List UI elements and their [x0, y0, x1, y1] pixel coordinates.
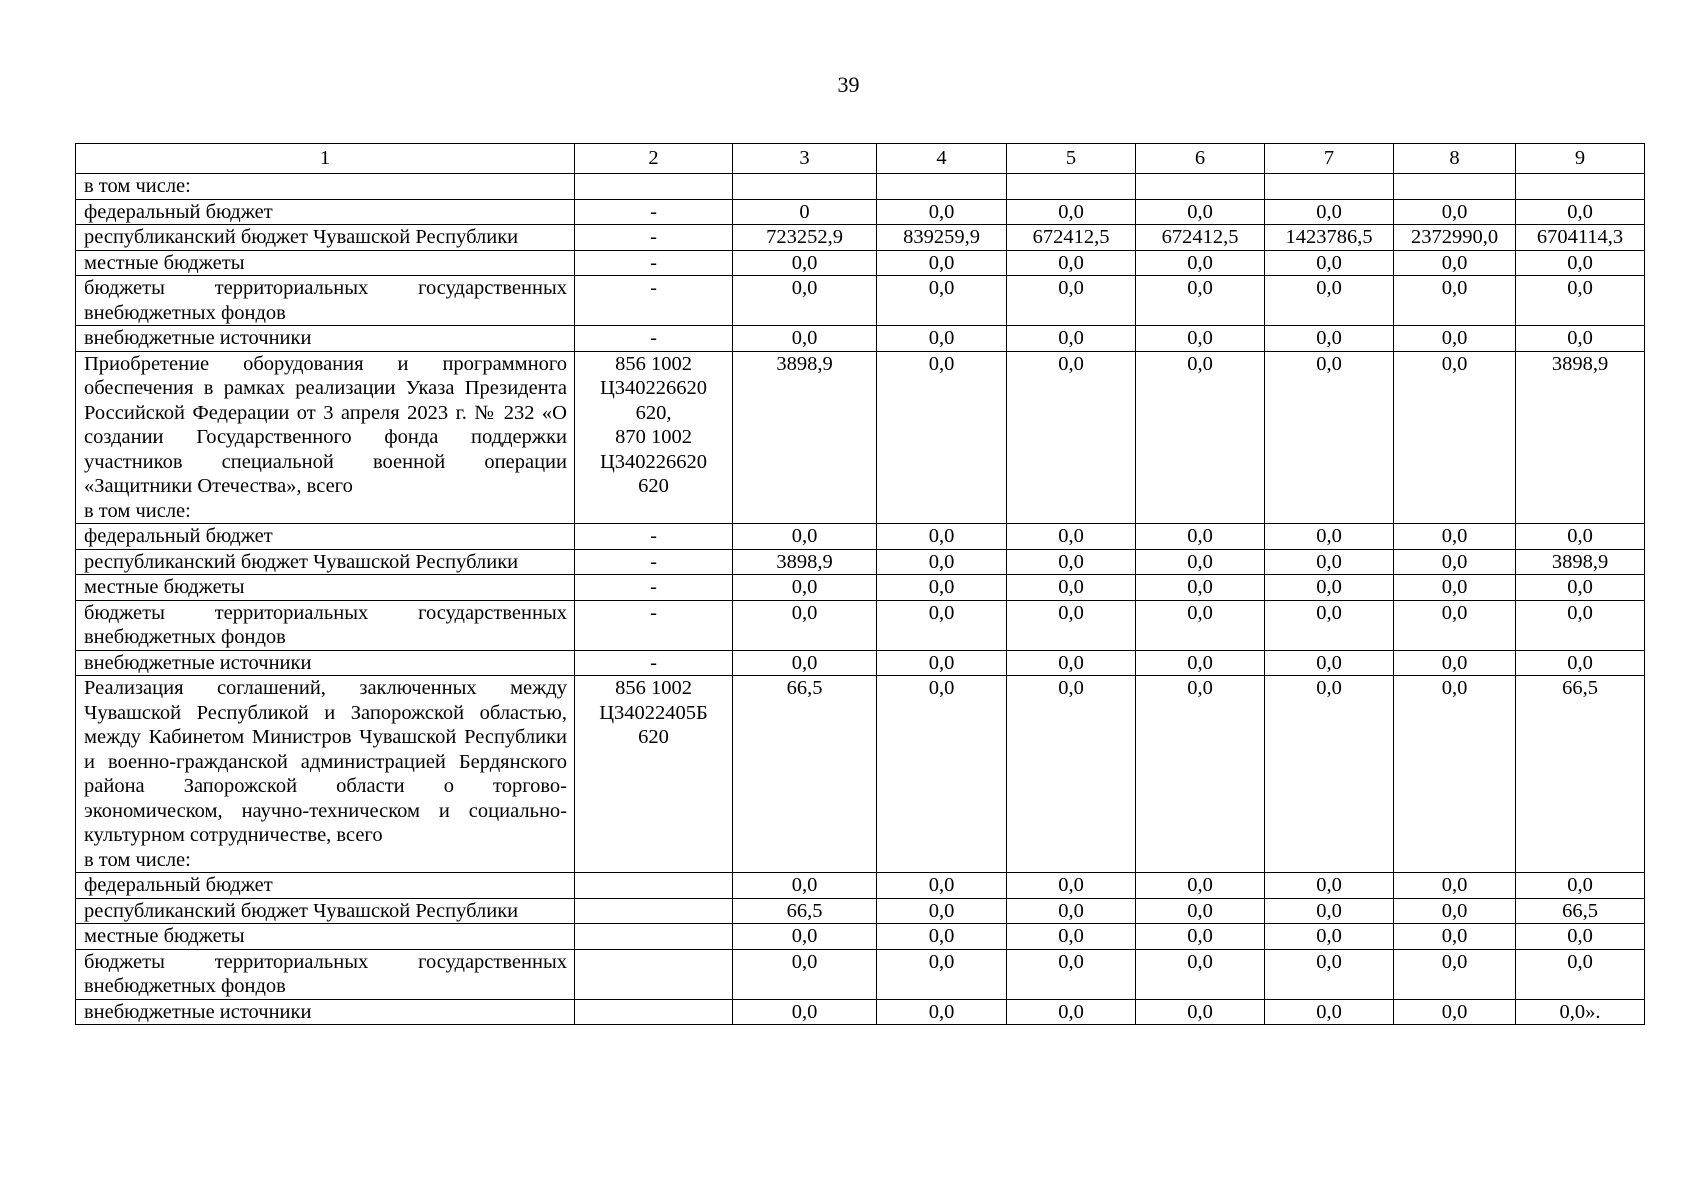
value-cell: 0,0 [1265, 199, 1394, 225]
row-name-cell: республиканский бюджет Чувашской Республики [76, 225, 575, 251]
value-cell: 0,0 [1007, 898, 1136, 924]
value-cell: 0,0 [1516, 949, 1645, 999]
value-cell: 0,0 [1007, 924, 1136, 950]
table-row [76, 199, 1645, 225]
value-cell: 0,0 [877, 250, 1007, 276]
value-cell: 0,0 [877, 276, 1007, 326]
value-cell: 0,0 [877, 549, 1007, 575]
value-cell: 0,0 [1394, 949, 1516, 999]
row-name-cell: внебюджетные источники [76, 650, 575, 676]
row-code-cell: - [575, 600, 733, 650]
row-code-cell [575, 949, 733, 999]
value-cell: 672412,5 [1007, 225, 1136, 251]
value-cell: 0,0 [877, 326, 1007, 352]
value-cell: 0,0 [1136, 199, 1265, 225]
table-row [76, 524, 1645, 550]
column-header: 2 [575, 144, 733, 174]
value-cell: 0,0 [1394, 199, 1516, 225]
value-cell: 2372990,0 [1394, 225, 1516, 251]
value-cell: 0,0 [1007, 873, 1136, 899]
value-cell: 0,0 [877, 999, 1007, 1025]
value-cell: 0,0 [1394, 524, 1516, 550]
value-cell: 0,0 [877, 898, 1007, 924]
row-code-cell: 856 1002 Ц340226620 620, 870 1002 Ц340226620 620 [575, 351, 733, 524]
value-cell: 0,0 [1007, 575, 1136, 601]
value-cell: 0,0 [877, 524, 1007, 550]
value-cell: 3898,9 [733, 351, 877, 524]
row-code-cell: - [575, 250, 733, 276]
value-cell: 3898,9 [733, 549, 877, 575]
value-cell: 0,0 [1136, 276, 1265, 326]
row-code-cell: - [575, 650, 733, 676]
value-cell: 0,0 [733, 276, 877, 326]
table-body [76, 174, 1645, 1025]
value-cell: 0,0». [1516, 999, 1645, 1025]
value-cell: 0,0 [733, 999, 877, 1025]
value-cell: 0,0 [1394, 676, 1516, 873]
column-header: 6 [1136, 144, 1265, 174]
value-cell: 0,0 [877, 873, 1007, 899]
row-code-cell [575, 999, 733, 1025]
row-code-cell: - [575, 276, 733, 326]
column-header: 4 [877, 144, 1007, 174]
value-cell: 0,0 [1394, 351, 1516, 524]
value-cell: 0,0 [733, 650, 877, 676]
value-cell: 0,0 [733, 524, 877, 550]
value-cell: 0,0 [1007, 949, 1136, 999]
value-cell: 0,0 [1394, 873, 1516, 899]
row-code-cell [575, 924, 733, 950]
budget-table [75, 143, 1645, 1025]
value-cell: 0,0 [1394, 549, 1516, 575]
value-cell: 0,0 [1007, 250, 1136, 276]
row-name-cell: местные бюджеты [76, 575, 575, 601]
row-code-cell [575, 898, 733, 924]
value-cell: 0,0 [1007, 326, 1136, 352]
value-cell [1007, 174, 1136, 200]
value-cell: 0,0 [1394, 600, 1516, 650]
value-cell: 0,0 [1516, 276, 1645, 326]
row-name-cell: республиканский бюджет Чувашской Республики [76, 898, 575, 924]
value-cell: 66,5 [1516, 898, 1645, 924]
row-code-cell: - [575, 326, 733, 352]
value-cell: 0,0 [1136, 351, 1265, 524]
value-cell: 0,0 [1265, 676, 1394, 873]
value-cell [733, 174, 877, 200]
column-header: 1 [76, 144, 575, 174]
header-row [76, 144, 1645, 174]
table-row [76, 999, 1645, 1025]
table-row [76, 650, 1645, 676]
value-cell: 66,5 [733, 676, 877, 873]
row-code-cell: - [575, 225, 733, 251]
value-cell: 0,0 [1516, 524, 1645, 550]
column-header: 8 [1394, 144, 1516, 174]
value-cell: 6704114,3 [1516, 225, 1645, 251]
value-cell: 0,0 [1394, 326, 1516, 352]
table-row [76, 549, 1645, 575]
table-row [76, 575, 1645, 601]
value-cell: 672412,5 [1136, 225, 1265, 251]
value-cell: 0,0 [1007, 524, 1136, 550]
value-cell: 0,0 [733, 326, 877, 352]
value-cell: 0,0 [1265, 326, 1394, 352]
row-name-cell: в том числе: [76, 174, 575, 200]
value-cell: 3898,9 [1516, 549, 1645, 575]
value-cell: 0,0 [877, 676, 1007, 873]
value-cell: 0,0 [1136, 873, 1265, 899]
value-cell: 0,0 [1007, 549, 1136, 575]
value-cell: 0,0 [1136, 650, 1265, 676]
value-cell: 0,0 [1516, 199, 1645, 225]
row-name-cell: федеральный бюджет [76, 199, 575, 225]
value-cell: 0,0 [1136, 999, 1265, 1025]
table-row [76, 949, 1645, 999]
value-cell: 0,0 [1007, 600, 1136, 650]
value-cell: 0,0 [733, 250, 877, 276]
value-cell: 0,0 [1516, 575, 1645, 601]
value-cell: 0,0 [1394, 250, 1516, 276]
value-cell: 1423786,5 [1265, 225, 1394, 251]
value-cell: 0,0 [1265, 351, 1394, 524]
value-cell [877, 174, 1007, 200]
value-cell: 3898,9 [1516, 351, 1645, 524]
value-cell: 0,0 [1007, 199, 1136, 225]
row-name-cell: местные бюджеты [76, 250, 575, 276]
table-row [76, 351, 1645, 524]
value-cell: 0,0 [1265, 600, 1394, 650]
value-cell: 723252,9 [733, 225, 877, 251]
row-name-cell: бюджеты территориальных государственных внебюджетных фондов [76, 949, 575, 999]
value-cell: 0,0 [1136, 575, 1265, 601]
value-cell: 0,0 [1265, 276, 1394, 326]
value-cell: 0,0 [1007, 676, 1136, 873]
value-cell: 0,0 [733, 600, 877, 650]
column-header: 3 [733, 144, 877, 174]
value-cell: 0,0 [733, 924, 877, 950]
value-cell: 0,0 [1136, 549, 1265, 575]
row-code-cell [575, 873, 733, 899]
value-cell: 0,0 [1265, 650, 1394, 676]
page-number: 39 [837, 72, 860, 97]
table-row [76, 174, 1645, 200]
table-row [76, 898, 1645, 924]
row-code-cell: - [575, 575, 733, 601]
value-cell: 0,0 [1265, 898, 1394, 924]
value-cell: 0,0 [1136, 524, 1265, 550]
value-cell: 0,0 [1394, 650, 1516, 676]
table-row [76, 276, 1645, 326]
table-header [76, 144, 1645, 174]
value-cell: 0,0 [1136, 898, 1265, 924]
value-cell: 0,0 [1265, 524, 1394, 550]
row-code-cell [575, 174, 733, 200]
value-cell: 0,0 [733, 575, 877, 601]
value-cell: 0,0 [1007, 999, 1136, 1025]
value-cell: 0,0 [1136, 676, 1265, 873]
value-cell [1516, 174, 1645, 200]
row-code-cell: - [575, 199, 733, 225]
column-header: 9 [1516, 144, 1645, 174]
value-cell: 0,0 [877, 600, 1007, 650]
table-row [76, 326, 1645, 352]
value-cell: 0,0 [1516, 650, 1645, 676]
value-cell: 0,0 [877, 650, 1007, 676]
row-name-cell: внебюджетные источники [76, 326, 575, 352]
row-name-cell: федеральный бюджет [76, 873, 575, 899]
value-cell [1394, 174, 1516, 200]
row-name-cell: местные бюджеты [76, 924, 575, 950]
row-code-cell: 856 1002 Ц34022405Б 620 [575, 676, 733, 873]
row-name-cell: бюджеты территориальных государственных внебюджетных фондов [76, 600, 575, 650]
value-cell: 0,0 [1516, 600, 1645, 650]
value-cell: 0,0 [733, 873, 877, 899]
table-row [76, 924, 1645, 950]
column-header: 7 [1265, 144, 1394, 174]
value-cell: 0,0 [1516, 873, 1645, 899]
row-code-cell: - [575, 549, 733, 575]
row-name-cell: внебюджетные источники [76, 999, 575, 1025]
row-name-cell: республиканский бюджет Чувашской Республики [76, 549, 575, 575]
value-cell: 0,0 [1007, 650, 1136, 676]
value-cell: 0,0 [733, 949, 877, 999]
value-cell: 0,0 [1136, 949, 1265, 999]
value-cell: 0,0 [1136, 250, 1265, 276]
value-cell: 66,5 [733, 898, 877, 924]
row-name-cell: Реализация соглашений, заключенных между Чувашской Республикой и Запорожской областью, между Кабинетом Министров Чувашской Республики и военно-гражданской администрацией Бердянского района Запорожской области о торгово-экономическом, научно-техническом и социально-культурном сотрудничестве, всего в том числе: [76, 676, 575, 873]
value-cell: 0,0 [1136, 600, 1265, 650]
table-row [76, 873, 1645, 899]
value-cell: 0,0 [877, 351, 1007, 524]
value-cell: 0,0 [877, 575, 1007, 601]
value-cell: 66,5 [1516, 676, 1645, 873]
value-cell: 0,0 [877, 949, 1007, 999]
value-cell: 0,0 [877, 924, 1007, 950]
row-name-cell: Приобретение оборудования и программного обеспечения в рамках реализации Указа Президента Российской Федерации от 3 апреля 2023 г. № 232 «О создании Государственного фонда поддержки участников специальной военной операции «Защитники Отечества», всего в том числе: [76, 351, 575, 524]
value-cell [1136, 174, 1265, 200]
value-cell: 0,0 [1516, 924, 1645, 950]
value-cell [1265, 174, 1394, 200]
value-cell: 0,0 [1265, 999, 1394, 1025]
value-cell: 0,0 [1394, 898, 1516, 924]
row-code-cell: - [575, 524, 733, 550]
row-name-cell: федеральный бюджет [76, 524, 575, 550]
value-cell: 839259,9 [877, 225, 1007, 251]
value-cell: 0,0 [1394, 999, 1516, 1025]
value-cell: 0,0 [1265, 549, 1394, 575]
table-row [76, 676, 1645, 873]
value-cell: 0,0 [1265, 250, 1394, 276]
value-cell: 0,0 [1516, 326, 1645, 352]
value-cell: 0,0 [1136, 326, 1265, 352]
value-cell: 0,0 [1265, 873, 1394, 899]
value-cell: 0,0 [1007, 351, 1136, 524]
table-row [76, 250, 1645, 276]
value-cell: 0,0 [1265, 575, 1394, 601]
table-row [76, 225, 1645, 251]
table-row [76, 600, 1645, 650]
value-cell: 0,0 [877, 199, 1007, 225]
value-cell: 0,0 [1394, 575, 1516, 601]
row-name-cell: бюджеты территориальных государственных внебюджетных фондов [76, 276, 575, 326]
value-cell: 0,0 [1136, 924, 1265, 950]
column-header: 5 [1007, 144, 1136, 174]
value-cell: 0,0 [1265, 949, 1394, 999]
value-cell: 0 [733, 199, 877, 225]
value-cell: 0,0 [1516, 250, 1645, 276]
value-cell: 0,0 [1394, 276, 1516, 326]
value-cell: 0,0 [1265, 924, 1394, 950]
value-cell: 0,0 [1007, 276, 1136, 326]
value-cell: 0,0 [1394, 924, 1516, 950]
